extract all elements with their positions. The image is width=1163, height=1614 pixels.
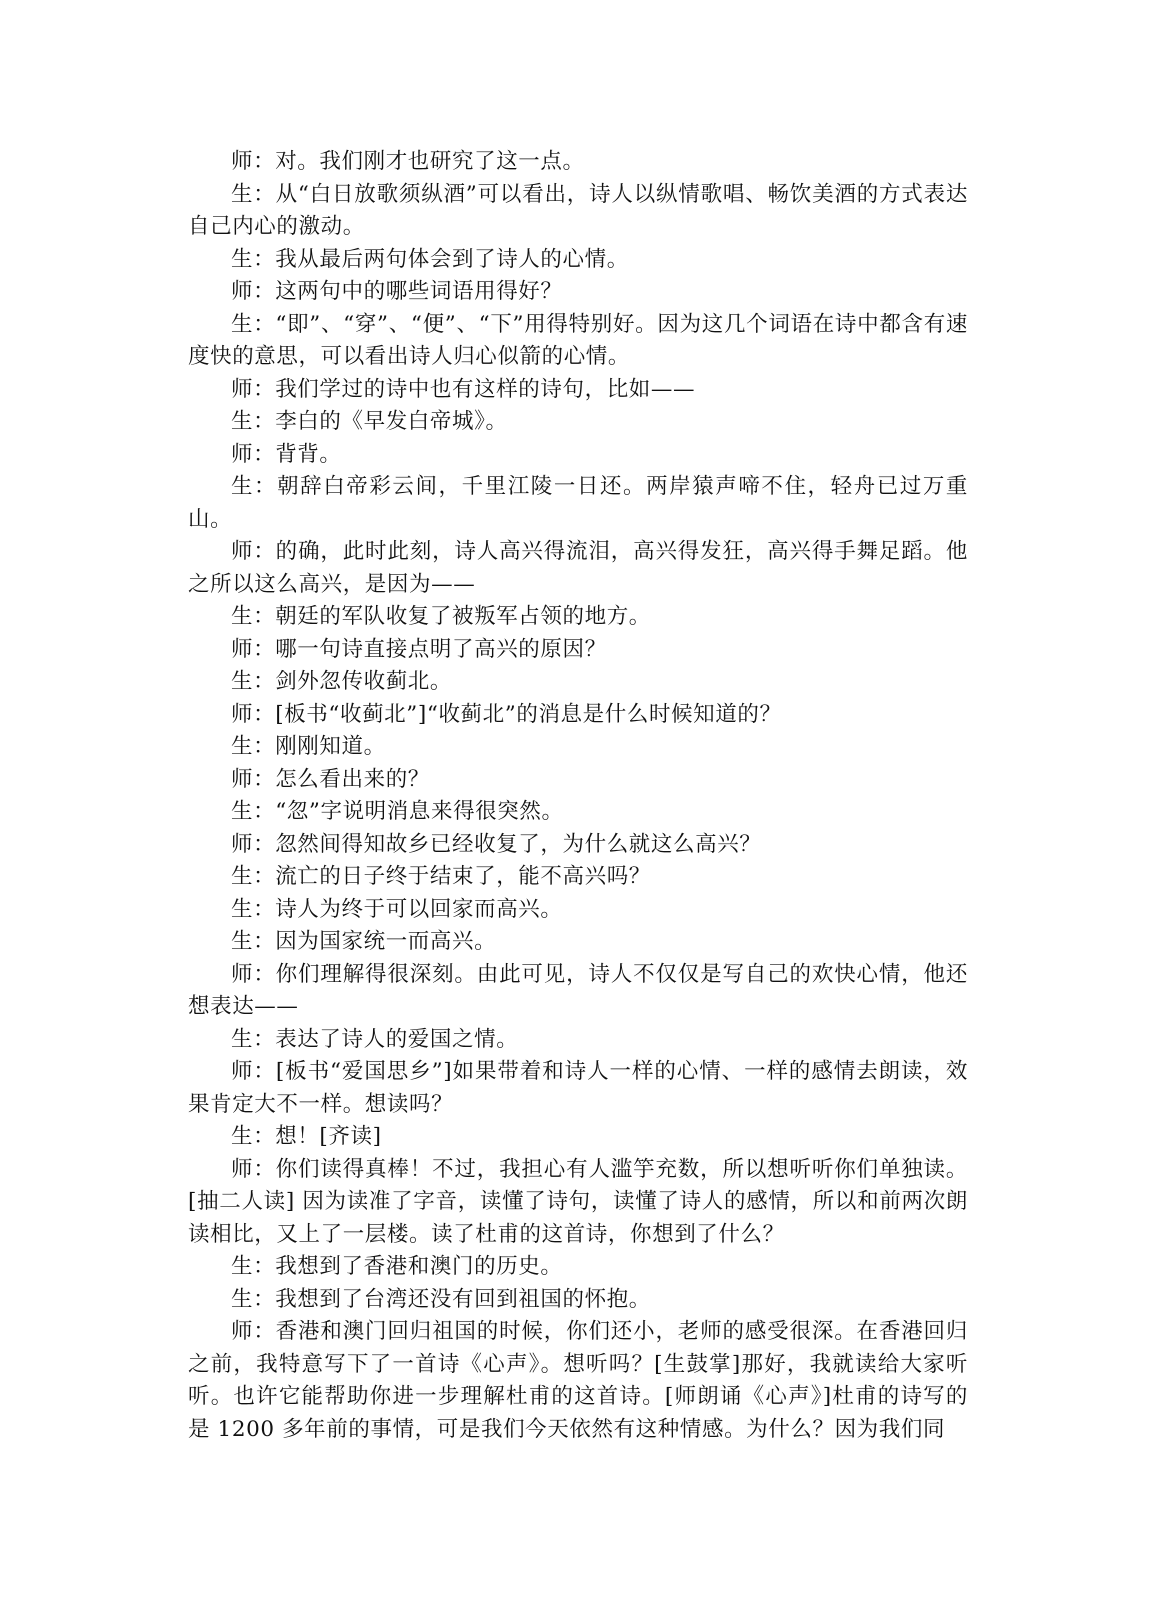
- paragraph-17: 生：“忽”字说明消息来得很突然。: [231, 799, 564, 824]
- paragraph-19: 生：流亡的日子终于结束了，能不高兴吗？: [231, 864, 651, 889]
- paragraph-26: 师：你们读得真棒！不过，我担心有人滥竽充数，所以想听听你们单独读。[抽二人读] 因为读准了字音，读懂了诗句，读懂了诗人的感情，所以和前两次朗读相比，又上了一层楼。读了杜甫的这首诗，你想到了什么？: [188, 1156, 968, 1247]
- paragraph-03: 生：我从最后两句体会到了诗人的心情。: [231, 246, 629, 272]
- paragraph-22: 师：你们理解得很深刻。由此可见，诗人不仅仅是写自己的欢快心情，他还想表达——: [188, 961, 968, 1019]
- paragraph-16: 师：怎么看出来的？: [231, 766, 430, 792]
- paragraph-27: 生：我想到了香港和澳门的历史。: [231, 1254, 563, 1279]
- paragraph-07: 生：李白的《早发白帝城》。: [231, 409, 508, 434]
- paragraph-25: 生：想！[齐读]: [231, 1124, 382, 1149]
- paragraph-28: 生：我想到了台湾还没有回到祖国的怀抱。: [231, 1286, 651, 1312]
- document-page: [188, 146, 968, 1446]
- paragraph-12: 师：哪一句诗直接点明了高兴的原因？: [231, 636, 607, 662]
- paragraph-06: 师：我们学过的诗中也有这样的诗句，比如——: [231, 376, 696, 402]
- paragraph-14: 师：[板书“收蓟北”]“收蓟北”的消息是什么时候知道的？: [231, 701, 782, 727]
- paragraph-23: 生：表达了诗人的爱国之情。: [231, 1026, 519, 1052]
- paragraph-29: 师：香港和澳门回归祖国的时候，你们还小，老师的感受很深。在香港回归之前，我特意写下了一首诗《心声》。想听吗？[生鼓掌]那好，我就读给大家听听。也许它能帮助你进一步理解杜甫的这首诗。[师朗诵《心声》]杜甫的诗写的是 1200 多年前的事情，可是我们今天依然有这种情感。为什么？因为我们同: [188, 1319, 968, 1442]
- paragraph-10: 师：的确，此时此刻，诗人高兴得流泪，高兴得发狂，高兴得手舞足蹈。他之所以这么高兴，是因为——: [188, 539, 968, 597]
- paragraph-24: 师：[板书“爱国思乡”]如果带着和诗人一样的心情、一样的感情去朗读，效果肯定大不一样。想读吗？: [188, 1059, 968, 1117]
- paragraph-11: 生：朝廷的军队收复了被叛军占领的地方。: [231, 604, 651, 629]
- paragraph-04: 师：这两句中的哪些词语用得好？: [231, 279, 563, 304]
- paragraph-15: 生：刚刚知道。: [231, 734, 386, 759]
- paragraph-08: 师：背背。: [231, 441, 342, 467]
- paragraph-21: 生：因为国家统一而高兴。: [231, 929, 497, 954]
- paragraph-01: 师：对。我们刚才也研究了这一点。: [231, 149, 585, 174]
- paragraph-05: 生：“即”、“穿”、“便”、“下”用得特别好。因为这几个词语在诗中都含有速度快的意思，可以看出诗人归心似箭的心情。: [188, 311, 968, 369]
- paragraph-13: 生：剑外忽传收蓟北。: [231, 669, 453, 694]
- paragraph-09: 生：朝辞白帝彩云间，千里江陵一日还。两岸猿声啼不住，轻舟已过万重山。: [188, 474, 968, 532]
- paragraph-20: 生：诗人为终于可以回家而高兴。: [231, 896, 563, 922]
- paragraph-18: 师：忽然间得知故乡已经收复了，为什么就这么高兴？: [231, 831, 762, 857]
- paragraph-02: 生：从“白日放歌须纵酒”可以看出，诗人以纵情歌唱、畅饮美酒的方式表达自己内心的激动。: [188, 181, 968, 239]
